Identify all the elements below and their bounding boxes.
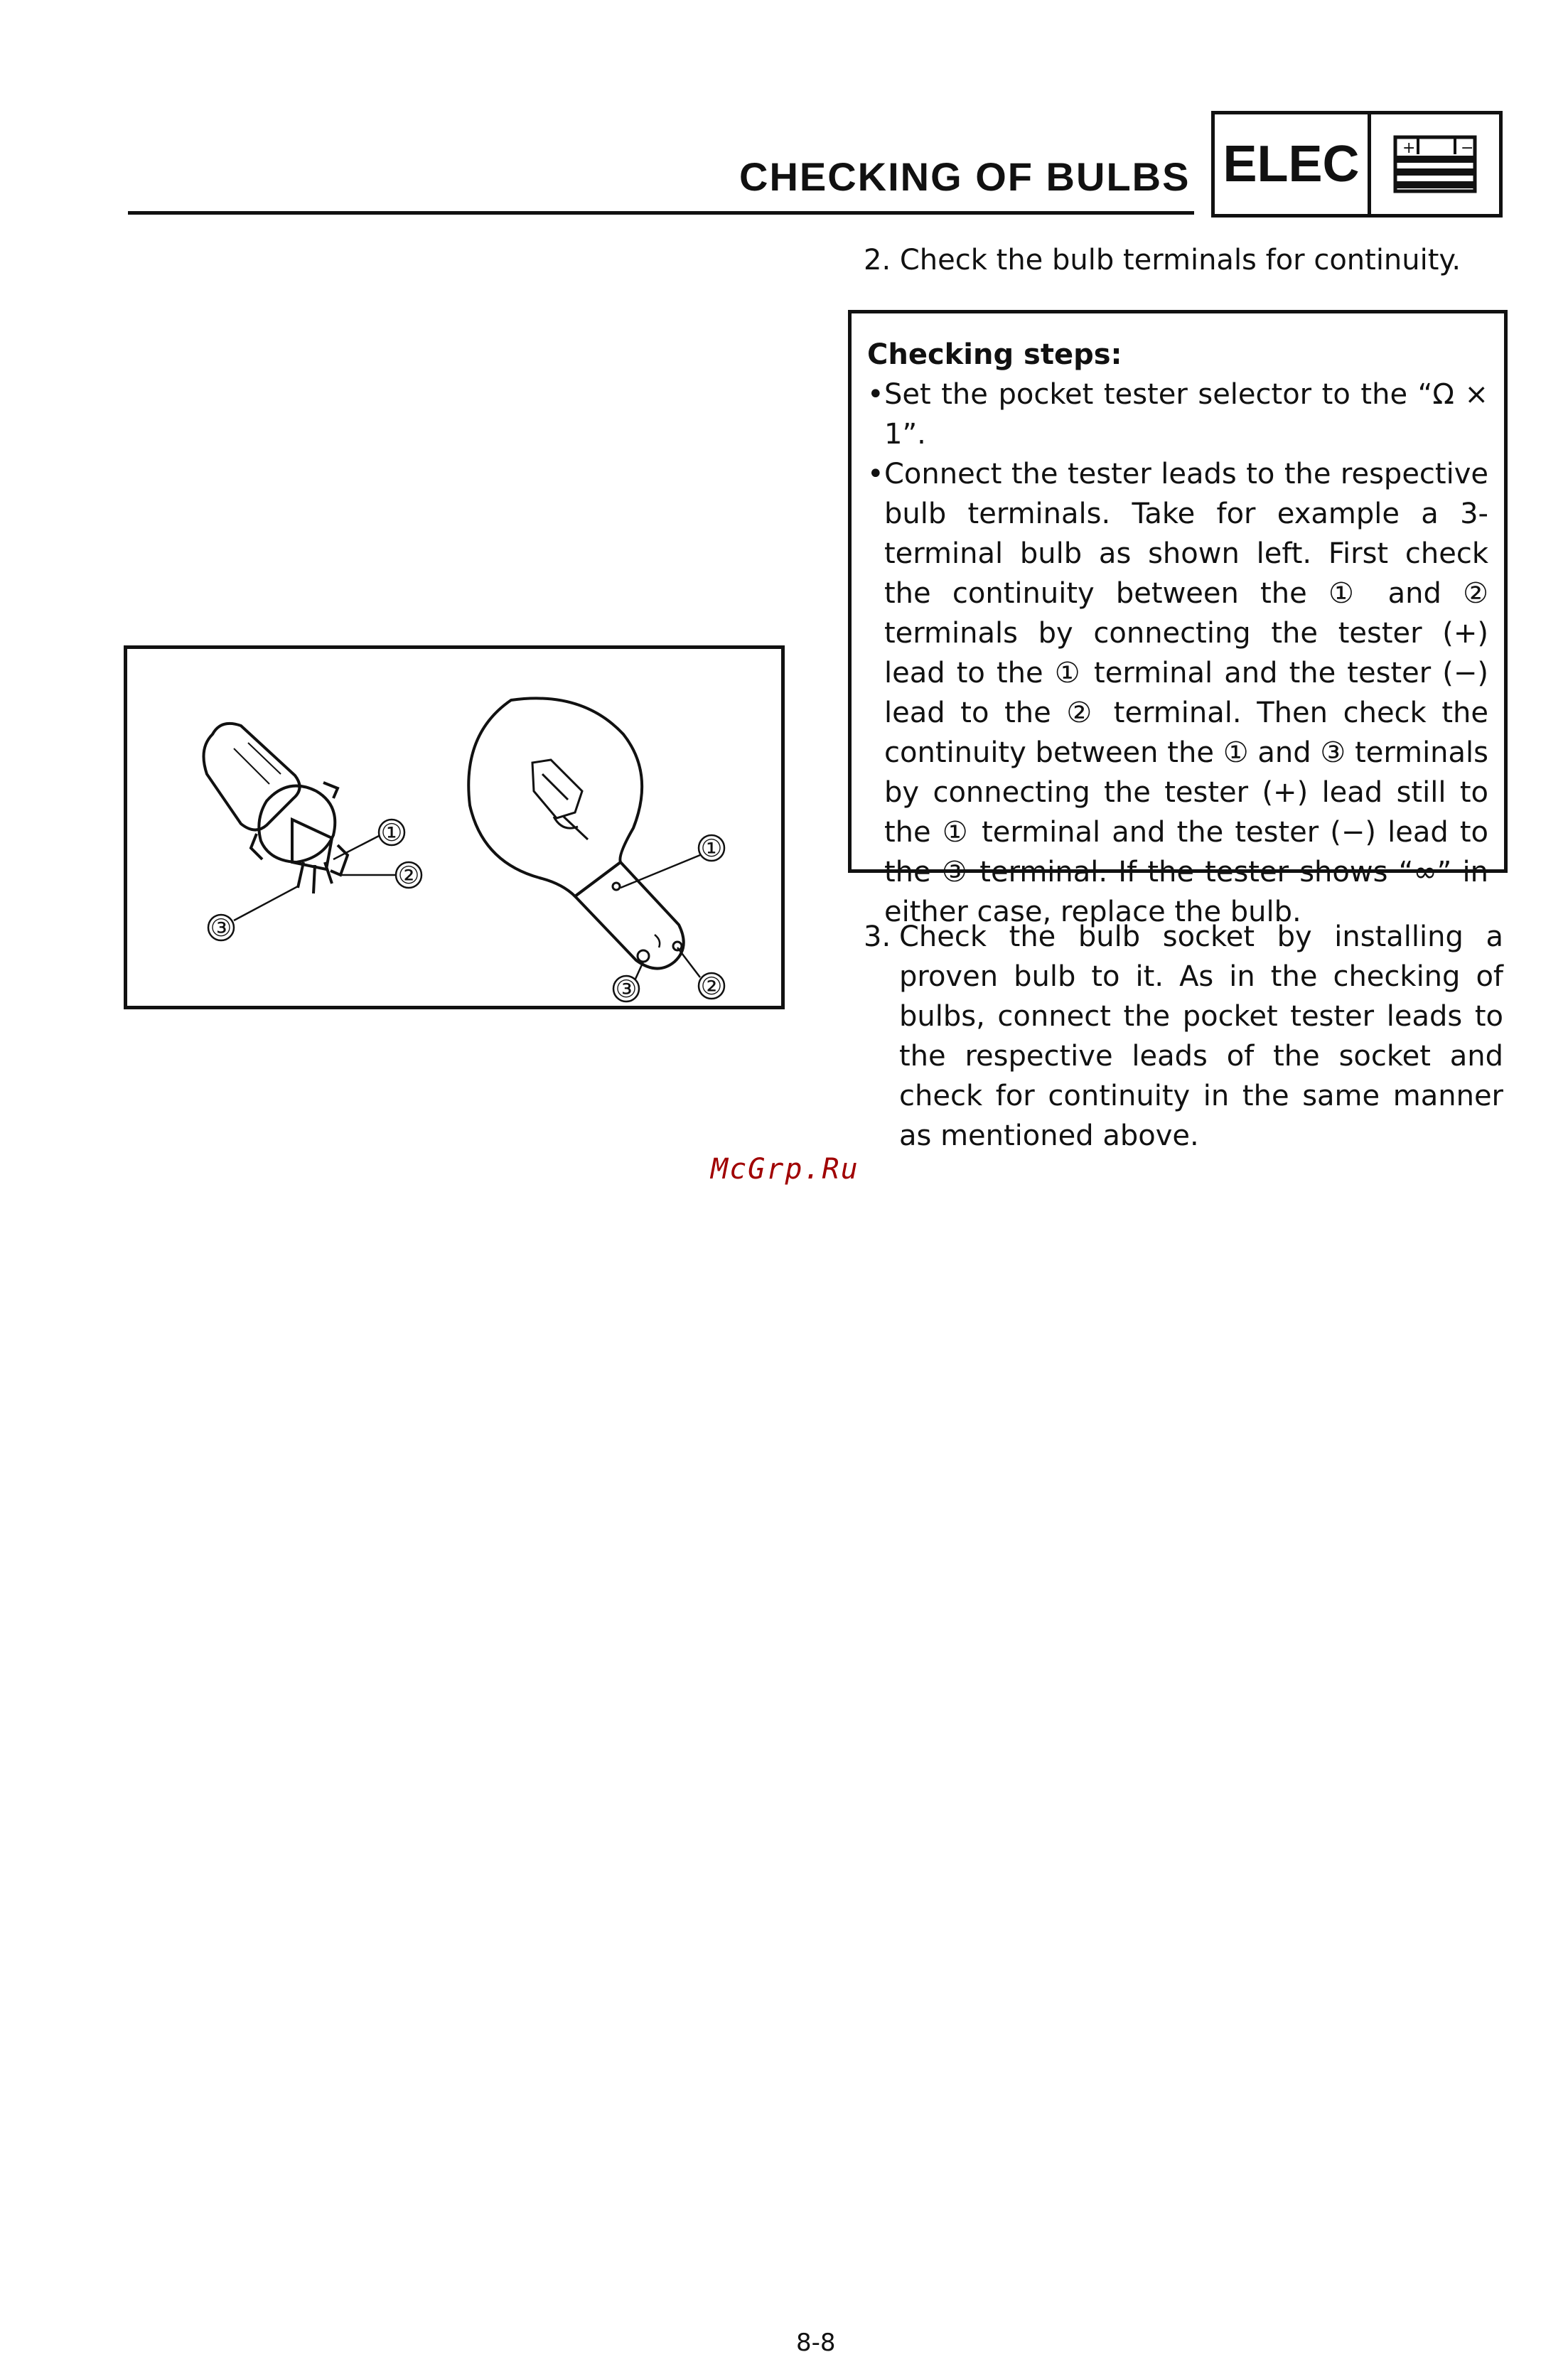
step-3-text: Check the bulb socket by installing a proven bulb to it. As in the checking of bulbs, connect the pocket tester leads to the respective leads of the socket and check for continuity in the same manner as mentioned above. [899, 920, 1503, 1152]
callout-label: ① [380, 819, 403, 847]
checking-step-text: Set the pocket tester selector to the “Ω × 1”. [884, 378, 1488, 451]
watermark: McGrp.Ru [711, 1153, 859, 1186]
checking-step-text: Connect the tester leads to the respective bulb terminals. Take for example a 3-terminal bulb as shown left. First check the continuity between the ① and ② terminals by connecting the tester (+) lead to the ① terminal and the tester (−) lead to the ② terminal. Then check the continuity between the ① and ③ terminals by connecting the tester (+) lead still to the ① terminal and the tester (−) lead to the ③ terminal. If the tester shows “∞” in either case, replace the bulb. [884, 458, 1488, 928]
step-2-text: 2. Check the bulb terminals for continuity. [864, 244, 1461, 276]
page-title: CHECKING OF BULBS [739, 154, 1191, 199]
checking-steps-box [848, 310, 1508, 928]
step-3 [864, 917, 1503, 1156]
callout-label: ③ [210, 914, 232, 943]
bullet-dot-icon: • [867, 378, 884, 411]
header-rule [128, 211, 1194, 215]
callout-label: ② [397, 861, 420, 890]
halogen-bulb-illustration [204, 724, 348, 893]
callout-label: ① [700, 834, 723, 863]
callout-label: ② [700, 972, 723, 1001]
right-callouts [613, 834, 724, 1004]
callout-label: ③ [615, 975, 638, 1004]
section-tab [1211, 111, 1503, 218]
battery-terminal-icon [1371, 114, 1499, 214]
step-3-number: 3. [864, 920, 891, 953]
svg-text:−: − [1461, 139, 1474, 157]
bullet-dot-icon: • [867, 458, 884, 490]
page-number: 8-8 [796, 2329, 836, 2357]
checking-steps-heading: Checking steps: [867, 338, 1122, 371]
bulb-diagram [127, 649, 781, 1006]
checking-step-bullet [867, 375, 1488, 454]
section-label: ELEC [1215, 114, 1371, 214]
bulb-figure [124, 645, 785, 1009]
svg-text:+: + [1402, 139, 1416, 157]
checking-step-bullet [867, 454, 1488, 932]
dual-filament-bulb-illustration [468, 698, 683, 968]
